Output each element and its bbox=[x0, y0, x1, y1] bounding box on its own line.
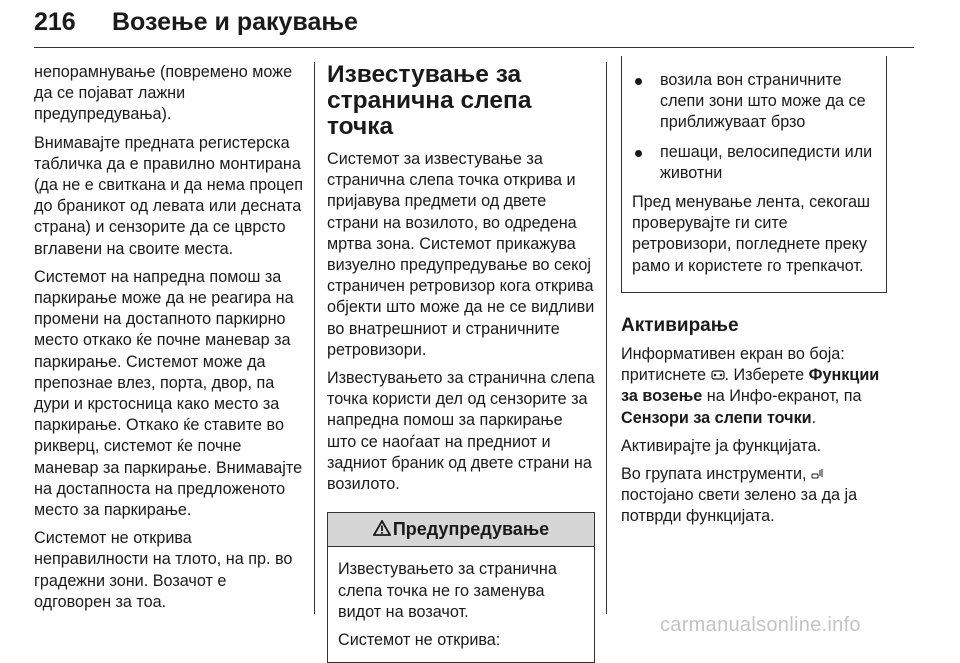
warning-triangle-icon bbox=[373, 520, 391, 536]
paragraph: непорамнување (повремено може да се појават лажни предупредувања). bbox=[34, 63, 293, 124]
vehicle-settings-icon bbox=[711, 369, 725, 381]
paragraph: Информативен екран во боја: притиснете . Изберете Функции за возење на Инфо-екранот, па Сензори за слепи точки. bbox=[621, 345, 880, 427]
paragraph: Активирајте ја функцијата. bbox=[621, 436, 822, 455]
paragraph: Внимавајте предната регистерска табличка да е правилно монтирана (да не е свиткана и да нема процеп до браникот од левата или десната страна) и сензорите да се цврсто вглавени на своите места. bbox=[34, 133, 303, 258]
column-3 bbox=[621, 62, 887, 535]
warning-box bbox=[327, 512, 595, 663]
warning-box-continued bbox=[621, 56, 887, 293]
header-rule bbox=[34, 47, 914, 48]
list-item: возила вон страничните слепи зони што може да се приближуваат брзо bbox=[632, 70, 876, 134]
list-item: пешаци, велосипедисти или животни bbox=[632, 142, 876, 184]
bullet-icon bbox=[635, 78, 642, 85]
paragraph: Системот не открива неправилности на тлото, на пр. во градежни зони. Возачот е одговорен за тоа. bbox=[34, 529, 293, 611]
chapter-title: Возење и ракување bbox=[112, 8, 358, 36]
paragraph: Системот на напредна помош за паркирање може да не реагира на промени на достапното паркирно место откако ќе почне маневар за паркирање. Системот може да препознае влез, порта, двор, па дури и крстосница како место за паркирање. Откако ќе ставите во рикверц, системот ќе почне маневар за паркирање. Внимавајте на достапноста на предложеното место за паркирање. bbox=[34, 267, 303, 520]
paragraph: Пред менување лента, секогаш проверувајте ги сите ретровизори, погледнете преку рамо и користете го трепкачот. bbox=[632, 193, 870, 275]
column-2 bbox=[327, 62, 595, 663]
section-heading: Активирање bbox=[621, 314, 739, 336]
page-header bbox=[34, 6, 914, 44]
section-heading: Известување за странична слепа точка bbox=[327, 61, 532, 140]
column-divider bbox=[606, 62, 607, 614]
column-1 bbox=[34, 62, 304, 620]
paragraph: Известувањето за странична слепа точка користи дел од сензорите за напредна помош за паркирање што се наоѓаат на предниот и задниот браник од двете страни на возилото. bbox=[327, 369, 595, 494]
warning-title: Предупредување bbox=[392, 519, 550, 540]
blind-spot-indicator-icon bbox=[811, 468, 825, 480]
page-number: 216 bbox=[34, 8, 76, 36]
paragraph: Во групата инструменти, постојано свети зелено за да ја потврди функцијата. bbox=[621, 465, 858, 526]
paragraph: Системот не открива: bbox=[338, 631, 501, 650]
watermark: carmanualsonline.info bbox=[660, 614, 861, 636]
warning-body bbox=[328, 547, 594, 662]
bullet-icon bbox=[635, 150, 642, 157]
paragraph: Системот за известување за странична слепа точка открива и пријавува предмети од двете страни на возилото, во одредена мртва зона. Системот прикажува визуелно предупредување во секој страничен ретровизор кога открива објекти што може да не се видливи во внатрешниот и страничните ретровизори. bbox=[327, 150, 595, 359]
warning-header bbox=[328, 512, 594, 547]
column-divider bbox=[314, 62, 315, 614]
paragraph: Известувањето за странична слепа точка не го заменува видот на возачот. bbox=[338, 560, 557, 621]
